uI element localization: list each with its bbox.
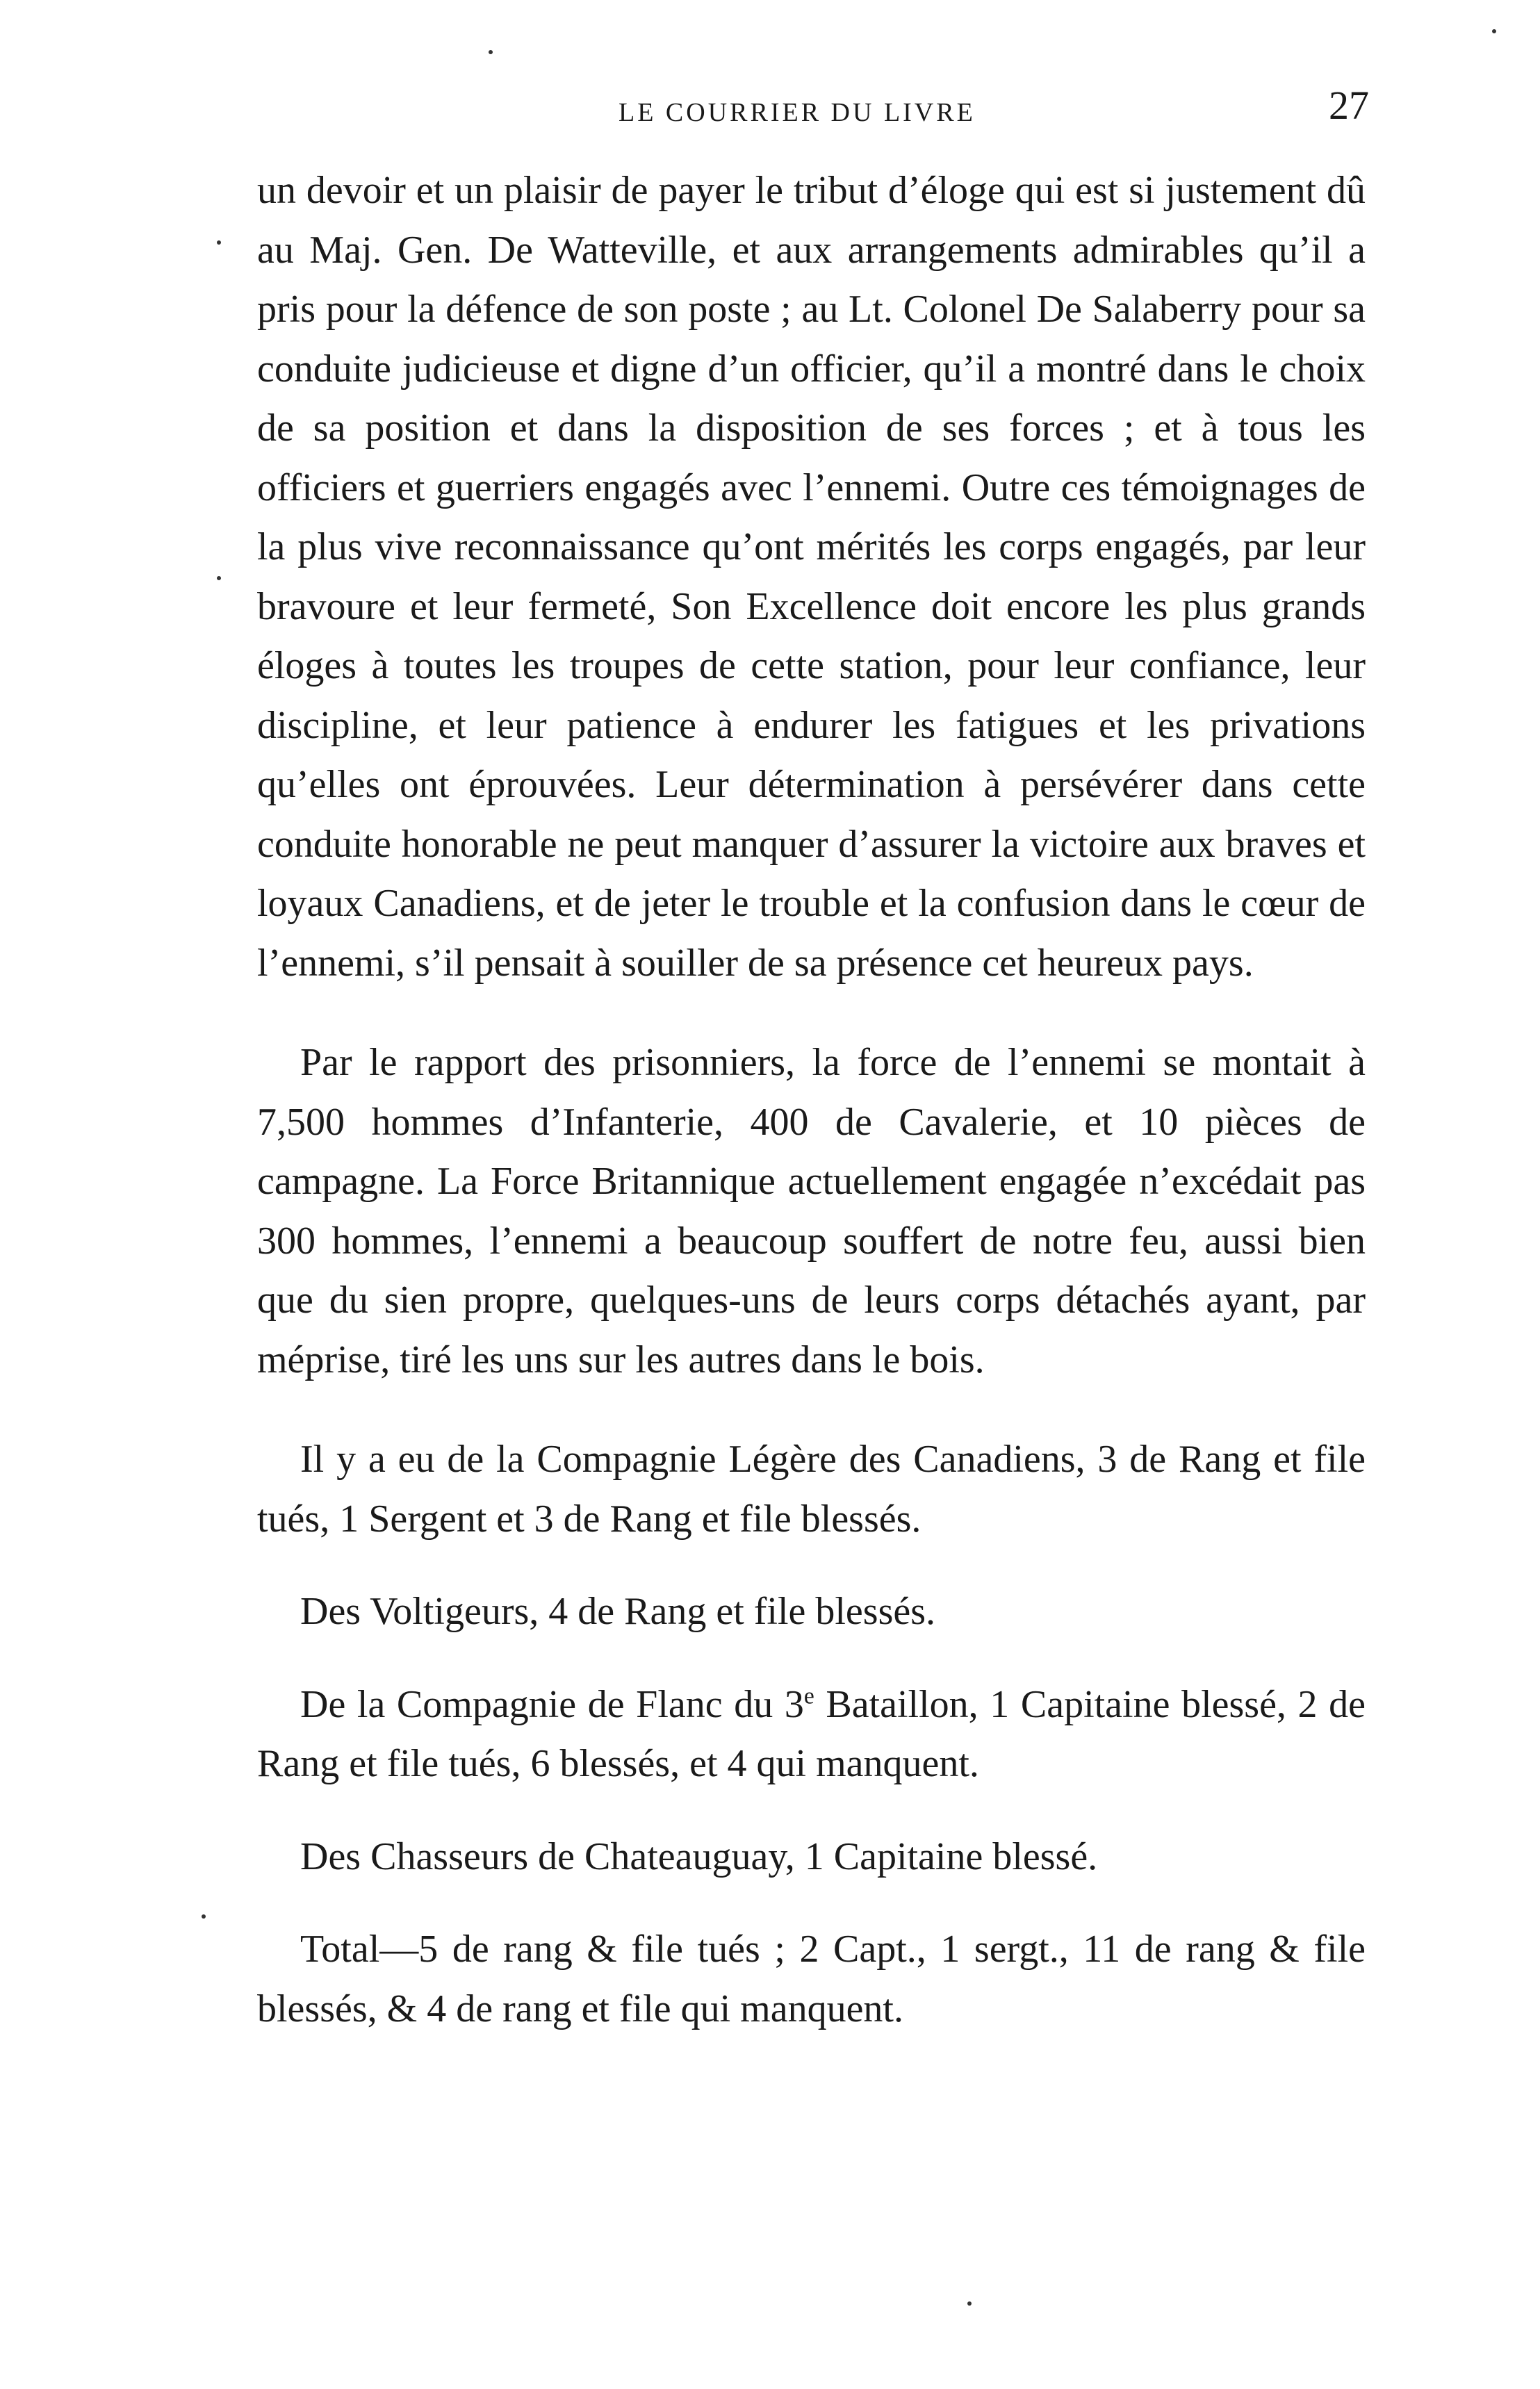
running-title: LE COURRIER DU LIVRE [619,98,976,127]
paragraph-6: Des Chasseurs de Chateauguay, 1 Capitaine blessé. [300,1834,1098,1878]
print-speck [489,50,493,54]
print-speck [1492,29,1496,33]
ordinal-superscript: e [803,1682,814,1709]
paragraph-5-start: De la Compagnie de Flanc du 3 [300,1682,804,1726]
print-speck [217,240,221,245]
print-speck [202,1914,206,1919]
paragraph-5 [257,1675,1366,1794]
running-head [257,82,1369,138]
print-speck [967,2301,972,2306]
paragraph-3: Il y a eu de la Compagnie Légère des Canadiens, 3 de Rang et file tués, 1 Sergent et 3 de Rang et file blessés. [257,1438,1366,1541]
paragraph-1: un devoir et un plaisir de payer le tribut d’éloge qui est si justement dû au Maj. Gen. De Watteville, et aux arrangements admirables qu’il a pris pour la défence de son poste ; au Lt. Colonel De Salaberry pour sa conduite judicieuse et digne d’un officier, qu’il a montré dans le choix de sa position et dans la disposition de ses forces ; et à tous les officiers et guerriers engagés avec l’ennemi. Outre ces témoignages de la plus vive reconnaissance qu’ont mérités les corps engagés, par leur bravoure et leur fermeté, Son Excellence doit encore les plus grands éloges à toutes les troupes de cette station, pour leur confiance, leur discipline, et leur patience à endurer les fatigues et les privations qu’elles ont éprouvées. Leur détermination à persévérer dans cette conduite honorable ne peut manquer d’assurer la victoire aux braves et loyaux Canadiens, et de jeter le trouble et la confusion dans le cœur de l’ennemi, s’il pensait à souiller de sa présence cet heureux pays. [257,169,1366,985]
paragraph-5-rest: Bataillon, 1 Capitaine blessé, 2 de Rang et file tués, 6 blessés, et 4 qui manquent. [257,1682,1366,1785]
paragraph-7: Total—5 de rang & file tués ; 2 Capt., 1 sergt., 11 de rang & file blessés, & 4 de rang et file qui manquent. [257,1928,1366,2030]
body-text [257,161,1366,2039]
paragraph-2: Par le rapport des prisonniers, la force de l’ennemi se montait à 7,500 hommes d’Infanterie, 400 de Cavalerie, et 10 pièces de campagne. La Force Britannique actuellement engagée n’excédait pas 300 hommes, l’ennemi a beaucoup souffert de notre feu, aussi bien que du sien propre, quelques-uns de leurs corps détachés ayant, par méprise, tiré les uns sur les autres dans le bois. [257,1041,1366,1381]
print-speck [217,576,221,580]
paragraph-4: Des Voltigeurs, 4 de Rang et file blessés. [300,1590,936,1633]
page-number: 27 [1329,83,1369,128]
